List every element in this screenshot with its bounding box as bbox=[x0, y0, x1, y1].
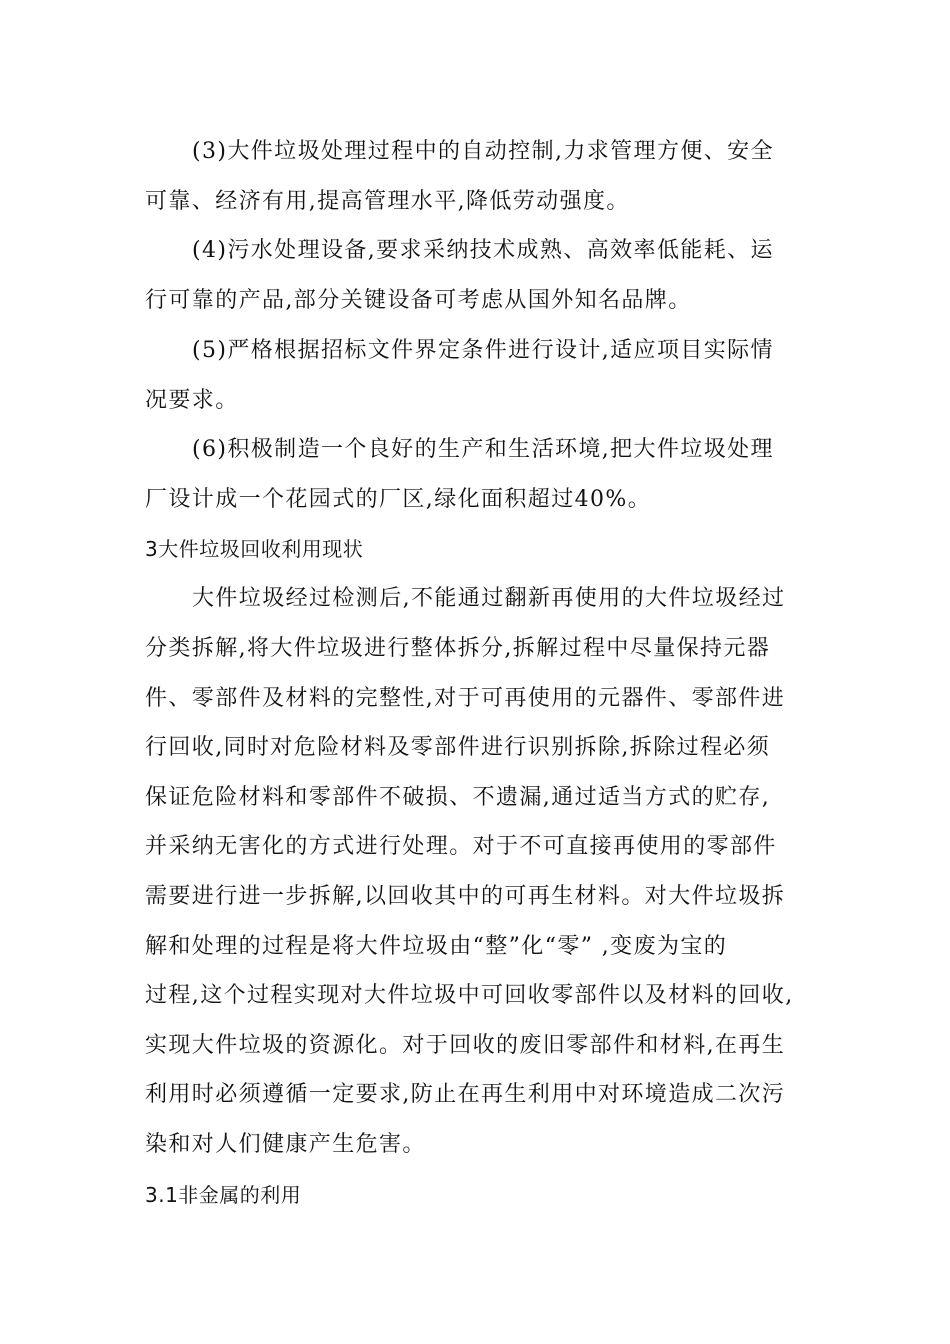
section-3-heading: 3大件垃圾回收利用现状 bbox=[145, 537, 364, 561]
item-5-line-1: (5)严格根据招标文件界定条件进行设计,适应项目实际情 bbox=[192, 338, 774, 363]
section-3-line: 染和对人们健康产生危害。 bbox=[145, 1132, 426, 1157]
section-3-line: 过程,这个过程实现对大件垃圾中可回收零部件以及材料的回收, bbox=[145, 983, 794, 1008]
item-5-line-2: 况要求。 bbox=[145, 388, 239, 413]
section-3-line: 需要进行进一步拆解,以回收其中的可再生材料。对大件垃圾拆 bbox=[145, 884, 786, 909]
item-4-line-1: (4)污水处理设备,要求采纳技术成熟、高效率低能耗、运 bbox=[192, 238, 774, 263]
section-3-line: 行回收,同时对危险材料及零部件进行识别拆除,拆除过程必须 bbox=[145, 735, 771, 760]
section-3-line: 大件垃圾经过检测后,不能通过翻新再使用的大件垃圾经过 bbox=[192, 586, 786, 611]
section-3-1-heading: 3.1非金属的利用 bbox=[145, 1183, 302, 1207]
item-3-line-1: (3)大件垃圾处理过程中的自动控制,力求管理方便、安全 bbox=[192, 139, 774, 164]
section-3-line: 实现大件垃圾的资源化。对于回收的废旧零部件和材料,在再生 bbox=[145, 1033, 786, 1058]
section-3-line: 件、零部件及材料的完整性,对于可再使用的元器件、零部件进 bbox=[145, 686, 786, 711]
item-6-line-1: (6)积极制造一个良好的生产和生活环境,把大件垃圾处理 bbox=[192, 437, 774, 462]
section-3-line: 保证危险材料和零部件不破损、不遗漏,通过适当方式的贮存, bbox=[145, 785, 771, 810]
section-3-line: 利用时必须遵循一定要求,防止在再生利用中对环境造成二次污 bbox=[145, 1082, 786, 1107]
item-3-line-2: 可靠、经济有用,提高管理水平,降低劳动强度。 bbox=[145, 189, 630, 214]
item-6-line-2: 厂设计成一个花园式的厂区,绿化面积超过40%。 bbox=[145, 487, 652, 512]
section-3-line: 解和处理的过程是将大件垃圾由“整”化“零” ,变废为宝的 bbox=[145, 934, 728, 959]
section-3-line: 分类拆解,将大件垃圾进行整体拆分,拆解过程中尽量保持元器 bbox=[145, 636, 771, 661]
item-4-line-2: 行可靠的产品,部分关键设备可考虑从国外知名品牌。 bbox=[145, 288, 692, 313]
section-3-line: 并采纳无害化的方式进行处理。对于不可直接再使用的零部件 bbox=[145, 834, 777, 859]
